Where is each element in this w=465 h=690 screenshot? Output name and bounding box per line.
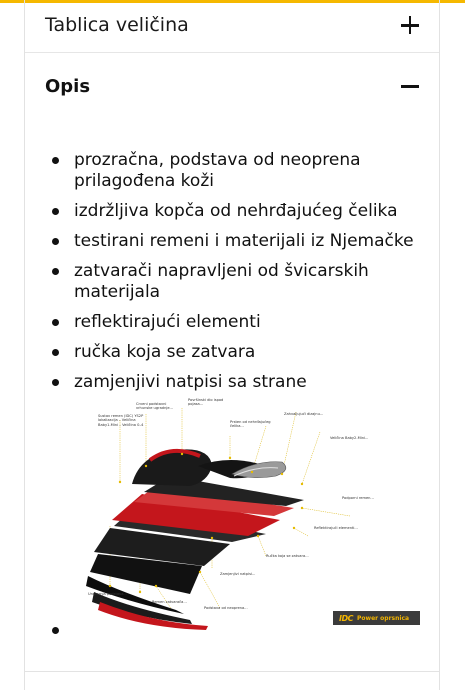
callout-text: Prsten od nehrđajućeg čelika...	[230, 420, 271, 429]
list-item: zamjenjivi natpisi sa strane	[74, 372, 434, 393]
brand-logo: IDC	[339, 613, 353, 623]
list-item: testirani remeni i materijali iz Njemačke	[74, 231, 434, 252]
callout-text: Podstava od neoprena...	[204, 606, 248, 610]
plus-icon[interactable]	[401, 16, 419, 34]
list-item: zatvarači napravljeni od švicarskih materijala	[74, 261, 434, 303]
list-item: prozračna, podstava od neoprena prilagođena koži	[74, 150, 434, 192]
brand-text: Power oprsnica	[357, 614, 410, 622]
callout-text: Unutarnja podstava...	[88, 592, 127, 596]
list-item: izdržljiva kopča od nehrđajućeg čelika	[74, 201, 434, 222]
callout-text: Ručka koja se zatvara...	[266, 554, 309, 558]
callout-text: Reflektirajući elementi...	[314, 526, 358, 530]
accordion-size-table[interactable]	[25, 0, 439, 53]
callout-text: Remen zatvarača...	[152, 600, 187, 604]
feature-list	[48, 150, 434, 402]
accordion-description[interactable]	[25, 64, 439, 108]
callout-text: Crveni podstavni vrhunske ugradnje...	[136, 402, 173, 411]
accordion-description-label: Opis	[45, 75, 91, 97]
divider	[25, 671, 439, 672]
harness-layers-illustration	[80, 396, 424, 634]
minus-icon[interactable]	[401, 85, 419, 88]
callout-text: Zamjenjivi natpisi...	[220, 572, 256, 576]
harness-diagram-image	[80, 396, 424, 634]
accordion-size-table-label: Tablica veličina	[45, 14, 189, 36]
callout-text: Veličina Baby2-Mini...	[330, 436, 369, 440]
callout-text: Podporni remen...	[342, 496, 374, 500]
brand-badge	[333, 611, 420, 625]
list-bullet	[52, 627, 59, 634]
list-item: reflektirajući elementi	[74, 312, 434, 333]
callout-text: Zahvaljujući dizajnu...	[284, 412, 324, 416]
list-item: ručka koja se zatvara	[74, 342, 434, 363]
callout-text: Sustav remen (IDC) YS2P lokalizacija – Veličina Baby1-Mini – Veličina 0–4	[98, 414, 144, 427]
callout-text: Površinski dio ispod pojasa...	[188, 398, 224, 407]
